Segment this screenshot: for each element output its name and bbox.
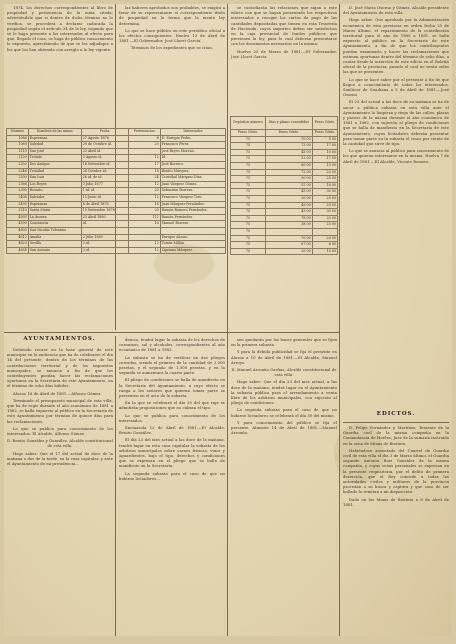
table-cell: Tomás Millán. <box>160 241 225 248</box>
table-row <box>7 181 226 188</box>
table-cell: 15 Junio id. <box>81 194 128 201</box>
paragraph: Y para la debida publicidad se fija el presente en Alosno a 10 de Abril de 1881.—El Alcalde, Manuel Arroyo. <box>231 350 337 365</box>
table-cell: Francisco Vázquez Toro. <box>160 194 225 201</box>
table-cell: 4620 <box>7 241 29 248</box>
table-cell: Juan Márquez Fernández. <box>160 201 225 208</box>
table-row <box>231 169 338 176</box>
paragraph: Lo que se anuncia al público para conocimiento de los que quieran interesarse en la misma. Huelva 7 de Abril de 1881.—El Alcalde, Vicente Romero. <box>343 149 449 164</box>
table-cell: 75 <box>231 169 266 176</box>
table-cell: San Nicolás Tolentino <box>28 227 81 234</box>
subheader-3: Pesos Cénts. <box>312 130 337 137</box>
table-cell: 20 00 <box>265 195 312 202</box>
table-cell: 75 <box>231 195 266 202</box>
table-cell: 5 00 <box>312 136 337 143</box>
table-cell: 75 <box>231 156 266 163</box>
table-cell: 1110 <box>7 148 29 155</box>
table-cell: 75 <box>231 215 266 222</box>
table-row <box>231 149 338 156</box>
heading-ayuntamientos: AYUNTAMIENTOS. <box>23 336 96 342</box>
table-cell: Soledad <box>28 142 81 149</box>
paragraph: se custodiarán las relaciones que sigan a este edicto con que se hayan presentado los respectivos interesados a recoger los cartas de pago de las cantidades depositadas que tienen en esta Tesorería de Hacienda, cuyos importes deben ser satisfechos en la caja provincial de fondos públicos que previenen la ley, para lo cual deberán presentarse con los documentos necesarios en la misma. <box>231 6 337 47</box>
table-subheader-row <box>231 130 338 137</box>
table-cell: 60 00 <box>265 162 312 169</box>
table-row <box>7 194 226 201</box>
table-cell: 75 <box>231 222 266 229</box>
table-cell: 2120 <box>7 155 29 162</box>
table-cell <box>265 228 312 235</box>
bottom-col1-text <box>7 348 113 636</box>
table-row <box>231 209 338 216</box>
paragraph: Y para conocimiento del público se fija el presente. Almonte 14 de Abril de 1881.—Manuel Arrouño. <box>231 420 337 436</box>
table-row <box>231 176 338 183</box>
table-cell: 4654 <box>7 247 29 254</box>
table-cell: Id. <box>160 155 225 162</box>
table-row <box>7 221 226 228</box>
table-cell: Los Reyes <box>28 181 81 188</box>
table-cell: 3 Agosto id. <box>81 155 128 162</box>
table-cell: 23 Abril 1880 <box>81 214 128 221</box>
table-cell: 25 00 <box>312 195 337 202</box>
paragraph: Habiéndose ausentado del Cuartel de Guardia civil de esta villa el día 3 de Marzo último, el Guardia segundo Antonio Ruiz González de la misma compañía, y cuyas señas personales se expresan en la presente requisitoria, por el delito de primera deserción, que el Rey concede a todas las autoridades civiles y militares de la provincia procedan a su busca y captura y que caso de ser hallado lo remitan a mi disposición. <box>343 448 449 495</box>
newspaper-page <box>4 4 452 636</box>
table-cell: 45 00 <box>265 189 312 196</box>
table-cell: 75 <box>231 176 266 183</box>
table-cell: 75 <box>231 228 266 235</box>
table-cell: 12 <box>128 194 160 201</box>
table-row <box>231 143 338 150</box>
table-cell: 20 <box>128 188 160 195</box>
table-header-row <box>231 117 338 130</box>
table-cell: 20 <box>128 142 160 149</box>
table-cell: 1086 <box>7 135 29 142</box>
table-cell: 2 Julio 1880 <box>81 234 128 241</box>
table-cell: 20 00 <box>312 215 337 222</box>
table-cell: 17 00 <box>312 143 337 150</box>
table-row <box>231 189 338 196</box>
table-cell: 20 00 <box>312 235 337 242</box>
paragraph: D. Manuel Arrouño Garfias, Alcalde constitucional de esta villa. <box>231 368 337 378</box>
table-cell: 3 id. <box>81 241 128 248</box>
table-row <box>7 208 226 215</box>
table-row <box>7 175 226 182</box>
bottom-col2-text <box>119 338 225 636</box>
table-cell: 20 <box>128 208 160 215</box>
header-dias: Días y plazos concedidos <box>265 117 312 130</box>
paragraph: Debiendo recaer en la base general de este municipio en la audiencia que ha de celebrarse el día 14 del presente, dentro de los términos de las contribuciones territorial y de los impuestos municipales, se anuncia a fin de que los contribuyentes puedan hacer las reclamaciones oportunas en la Secretaría de este Ayuntamiento, en el término de ocho días hábiles. <box>7 348 113 389</box>
table-cell: Sevilla <box>28 241 81 248</box>
table-cell: 75 <box>231 189 266 196</box>
table-cell: 10 Setiembre 1878 <box>81 208 128 215</box>
paragraph: Términos de los expedientes que se citan. <box>130 46 214 51</box>
mines-table-body <box>7 135 226 254</box>
top-right-mid-text <box>231 6 337 114</box>
table-cell: 15 00 <box>312 162 337 169</box>
mines-table <box>6 128 226 254</box>
table-cell: Salvador <box>28 194 81 201</box>
table-cell: id. <box>81 221 128 228</box>
table-cell: 15 00 <box>312 248 337 255</box>
table-cell: Constancia <box>28 221 81 228</box>
table-cell: 70 00 <box>265 136 312 143</box>
table-cell: 26 id. de id. <box>81 175 128 182</box>
header-depositos: Depósitos número <box>231 117 266 130</box>
table-cell: 17 <box>128 161 160 168</box>
table-cell: 4612 <box>7 234 29 241</box>
table-cell: 4593 <box>7 214 29 221</box>
table-cell: 12 <box>128 241 160 248</box>
table-cell: 2390 <box>7 188 29 195</box>
paragraph: El día 23 del mes actual a las doce de la mañana, tendrá lugar en esta casa capitular la subasta de los arbitrios municipales sobre carnes frescas, vinos y aguardientes, bajo el tipo, derechos y condiciones que se expresan en el pliego que se halla de manifiesto en la Secretaría. <box>119 438 225 469</box>
table-row <box>231 202 338 209</box>
table-cell: Ramón Fernández. <box>160 214 225 221</box>
table-cell: 24 <box>128 175 160 182</box>
table-cell: Rosario <box>28 188 81 195</box>
table-cell: 2366 <box>7 181 29 188</box>
paragraph: D. José María Osorno y Gómez, Alcalde presidente del Ayuntamiento de esta villa. <box>343 6 449 16</box>
table-cell <box>312 228 337 235</box>
table-cell: Manuel Borrero. <box>160 221 225 228</box>
table-row <box>231 222 338 229</box>
table-row <box>7 142 226 149</box>
table-row <box>7 227 226 234</box>
table-cell: 18 Setiembre id. <box>81 161 128 168</box>
table-cell: Amalia <box>28 234 81 241</box>
paragraph: D. Felipe Fernández y Martínez, Teniente de la Guardia civil de la misma compañía en la Comandancia de Huelva, Juez de la sumaria instruida en la zona de Minas de Riotinto. <box>343 426 449 446</box>
table-cell <box>128 234 160 241</box>
mines-table-wrapper <box>6 128 226 254</box>
table-cell: 12 <box>128 247 160 254</box>
paragraph: Lo que se publica para conocimiento de los interesados. El Alcalde, Alfonso Gómez. <box>7 426 113 437</box>
table-row <box>7 241 226 248</box>
paragraph: El pliego de condiciones se halla de manifiesto en la Secretaría del Ayuntamiento, a cuyo efecto se ruega a los señores que quieran tomar parte se presenten en el acto de la subasta. <box>119 378 225 399</box>
paragraph: Lo que se hace público en este periódico oficial a los efectos consiguientes. Huelva 12 de Abril de 1881.—El Gobernador, José Lloret García. <box>119 28 225 44</box>
table-row <box>7 168 226 175</box>
table-cell: 2300 <box>7 175 29 182</box>
table-cell: 12 <box>128 155 160 162</box>
table-cell: 75 <box>231 162 266 169</box>
table-cell: 2510 <box>7 208 29 215</box>
table-cell: 29 de Octubre id. <box>81 142 128 149</box>
table-cell: Santa María <box>28 208 81 215</box>
paragraph: La segunda subasta para el caso de que no hubiese licitadores se celebrará el día 30 del mismo. <box>231 408 337 418</box>
table-cell: 75 <box>231 235 266 242</box>
deposits-table <box>230 116 338 255</box>
paragraph: Encinasola 12 de Abril de 1881.—El Alcalde, Benito González. <box>119 426 225 436</box>
table-cell: 16 <box>128 221 160 228</box>
subheader-1: Pesos Cénts. <box>231 130 266 137</box>
table-cell: 16 <box>128 201 160 208</box>
heading-edictos: EDICTOS. <box>376 411 416 417</box>
bottom-col3-text <box>231 338 337 636</box>
paragraph: Lo que se publica para conocimiento de los interesados. <box>119 413 225 423</box>
table-cell: 67 00 <box>265 242 312 249</box>
paragraph: El 23 del actual a las doce de su mañana se ha de sacar a pública subasta en esta villa ante el Ayuntamiento la limpieza y riego de las calles, plazas y paseos de la misma durante el año económico de 1881 a 1882, con sujeción al pliego de condiciones que se halla de manifiesto en la Secretaría de este Ayuntamiento, cuyos licitadores deberán presentar para tomar parte en la subasta el cinco por ciento de la cantidad que sirve de tipo. <box>343 100 449 147</box>
paragraph: Hago saber: Que el 17 del actual de doce de la mañana a dos de la tarde, en la casa capitular, y ante el Ayuntamiento de mi presidencia... <box>7 451 113 467</box>
table-cell: Cristóbal Márquez Díaz. <box>160 175 225 182</box>
table-row <box>231 195 338 202</box>
table-cell: 3 Julio 1877 <box>81 181 128 188</box>
section-rule <box>4 332 340 333</box>
table-header-row <box>7 129 226 136</box>
table-cell: La Aurora <box>28 214 81 221</box>
table-cell: D. Enrique Pedro. <box>160 135 225 142</box>
table-cell: Esperanza <box>28 135 81 142</box>
table-cell: Cipriano Márquez. <box>160 247 225 254</box>
table-row <box>7 234 226 241</box>
table-cell: 45 00 <box>265 149 312 156</box>
table-cell: 75 <box>231 202 266 209</box>
paragraph: Huelva 23 de Marzo de 1881.—El Gobernador, José Lloret García. <box>231 49 337 59</box>
table-cell: 2495 <box>7 201 29 208</box>
table-row <box>7 201 226 208</box>
top-mid-text <box>119 6 225 86</box>
table-cell: 30 00 <box>312 209 337 216</box>
table-cell: 6 00 <box>312 242 337 249</box>
table-cell: 3 id. <box>81 247 128 254</box>
table-cell: 2250 <box>7 161 29 168</box>
table-cell: San Luis <box>28 175 81 182</box>
table-cell: 25 00 <box>312 222 337 229</box>
table-row <box>7 214 226 221</box>
table-cell: San José <box>28 148 81 155</box>
table-row <box>231 215 338 222</box>
paragraph: las haberes aprobados son probables, se exigirá a favor de su representante el correspondiente título de propiedad en la forma que la mente ley determina. <box>119 6 225 26</box>
table-cell: 75 <box>231 182 266 189</box>
table-row <box>231 235 338 242</box>
header-interesados: Interesados <box>160 129 225 136</box>
header-nombres: Nombres de las minas <box>28 129 81 136</box>
table-cell: 112 <box>128 214 160 221</box>
table-cell: José Reyes Moreno. <box>160 148 225 155</box>
table-cell: Sebastián Borrero. <box>160 188 225 195</box>
paragraph: sen quedarán por las bases generales que se fijen en la primera subasta. <box>231 338 337 348</box>
table-cell: 75 <box>231 209 266 216</box>
table-cell: 70 00 <box>265 235 312 242</box>
table-cell: 45 00 <box>265 209 312 216</box>
paragraph: Alosno 16 de Abril de 1881.—Alfonso Gómez. <box>13 391 102 396</box>
deposits-table-wrapper <box>230 116 338 255</box>
table-cell: 25 00 <box>312 169 337 176</box>
header-numero: Número <box>7 129 29 136</box>
table-cell: 75 <box>231 242 266 249</box>
table-cell: 78 00 <box>265 215 312 222</box>
table-cell <box>81 227 128 234</box>
table-cell: Ramón Romero Fernández. <box>160 208 225 215</box>
paragraph: 1874, los derechos correspondientes al libro de propiedad y pertenencia de la mina citada; advirtiéndole que si dentro de dicho término no lo verifica, se procederá a declarar caducada la propiedad según el artículo 34 de la ley, rogando que se le haga presente a los interesados al efecto para que, llegado el caso, se haga de público conocimiento lo expuesto, apercibiendo de que se les adjudique a los que los han obtenido con arreglo a la ley vigente. <box>7 6 113 52</box>
table-cell <box>160 227 225 234</box>
paragraph: En la que se celebrará el día 20 del que rige se admitirán proposiciones que no cubran el tipo. <box>119 401 225 411</box>
table-row <box>231 182 338 189</box>
table-cell: José Borrero. <box>160 161 225 168</box>
table-cell: 1 id. id. <box>81 188 128 195</box>
paragraph: Hago saber: Que el día 23 del mes actual, a las doce de la mañana, tendrá lugar en el Ayuntamiento la subasta pública para el arrendamiento a venta libre de los arbitrios municipales, con sujeción al pliego de condiciones. <box>231 380 337 406</box>
table-row <box>231 156 338 163</box>
table-cell: San Antonio <box>28 247 81 254</box>
paragraph: Hago saber: Que aprobado por la Administración económica de esta provincia en orden fecha 25 de Marzo último, el repartimiento de la contribución territorial para el año de 1880 a 1881, se halla expuesto al público en la Secretaría de este Ayuntamiento, a fin de que los contribuyentes puedan examinarlo y hacer las reclamaciones que estimen oportunas dentro del término de ocho días, a contar desde la inserción de este edicto en el Boletín oficial de la provincia, pasado el cual no serán oídas las que se presenten. <box>343 18 449 75</box>
table-cell: 38 00 <box>265 222 312 229</box>
subheader-2: Pesos Cénts. <box>265 130 312 137</box>
table-row <box>231 248 338 255</box>
table-cell: 12 <box>128 181 160 188</box>
table-cell: 27 Agosto 1876 <box>81 135 128 142</box>
header-fecha: Fecha <box>81 129 128 136</box>
table-cell: Trinidad <box>28 168 81 175</box>
header-pertenencias: Pertenencias <box>128 129 160 136</box>
table-cell: 72 00 <box>265 169 312 176</box>
table-row <box>7 135 226 142</box>
paragraph: Dado en las Minas de Riotinto a 6 de Abril de 1881. <box>343 497 449 507</box>
table-cell: 75 <box>231 136 266 143</box>
header-sub: Pesos Cénts. <box>312 117 337 130</box>
table-row <box>231 228 338 235</box>
table-cell: Dos Amigos <box>28 161 81 168</box>
table-cell: 45 00 <box>265 202 312 209</box>
paragraph: dencia, tendrá lugar la subasta de los derechos de consumos, sal y alcoholes, correspondientes al año económico de 1881 a 1882. <box>119 338 225 353</box>
table-cell: 30 00 <box>265 176 312 183</box>
bottom-col4-text <box>343 426 449 634</box>
table-cell: 52 00 <box>265 156 312 163</box>
table-cell: 1089 <box>7 142 29 149</box>
deposits-table-body <box>231 136 338 255</box>
table-cell: 6 <box>128 135 160 142</box>
table-cell: 2246 <box>7 168 29 175</box>
top-left-text <box>7 6 113 126</box>
table-row <box>7 155 226 162</box>
paragraph: La subasta se ha de verificar en dos pliegos cerrados, siendo el primero de la cantidad de 2.500 pesetas, y el segundo de 1.500 pesetas, y en la segunda se aumentará la cuarta parte. <box>119 355 225 376</box>
table-cell: 8 de Abril 1878 <box>81 201 128 208</box>
table-cell: 10 00 <box>312 149 337 156</box>
table-cell: 75 <box>231 149 266 156</box>
table-row <box>7 247 226 254</box>
table-row <box>231 136 338 143</box>
paragraph: La segunda subasta para el caso de que no hubiese licitadores... <box>119 471 225 481</box>
table-cell: 20 00 <box>312 202 337 209</box>
column-rule <box>339 4 340 636</box>
table-cell: 75 <box>231 143 266 150</box>
table-cell: 52 00 <box>265 182 312 189</box>
table-cell: Triunfo <box>28 155 81 162</box>
table-cell: Francisco Pérez. <box>160 142 225 149</box>
table-row <box>231 162 338 169</box>
table-cell: Enrique Alonso. <box>160 234 225 241</box>
table-cell: 30 00 <box>312 189 337 196</box>
table-cell: Juan Vázquez Gómez. <box>160 181 225 188</box>
table-cell: 17 00 <box>312 156 337 163</box>
table-cell: 20 00 <box>265 248 312 255</box>
heading-rule <box>343 422 449 423</box>
paragraph: Terminado el presupuesto municipal de esta villa, que ha de regir durante el año económico de 1881 a 1882, se halla expuesto al público en la Secretaría de este Ayuntamiento por término de quince días para las reclamaciones. <box>7 398 113 424</box>
column-rule <box>115 336 116 636</box>
table-row <box>7 188 226 195</box>
table-cell: 18 <box>128 168 160 175</box>
table-cell: 23 Abril id. <box>81 148 128 155</box>
table-cell: 4605 <box>7 227 29 234</box>
table-cell: 25 00 <box>312 176 337 183</box>
table-row <box>7 148 226 155</box>
column-rule <box>227 4 228 636</box>
table-cell: 24 Octubre id. <box>81 168 128 175</box>
table-cell: 4590 <box>7 221 29 228</box>
table-cell: 73 00 <box>265 143 312 150</box>
paragraph: D. Benito González y González, Alcalde constitucional de esta villa. <box>7 439 113 449</box>
table-row <box>7 161 226 168</box>
table-cell <box>128 148 160 155</box>
table-cell: 75 <box>231 248 266 255</box>
table-cell: 18 00 <box>312 182 337 189</box>
table-cell <box>128 227 160 234</box>
table-row <box>231 242 338 249</box>
paragraph: Lo que se hace saber por el presente a fin de que llegue a conocimiento de todos los interesados. Sanlúcar de Guadiana a 5 de Abril de 1881.—José Osorno. <box>343 77 449 98</box>
table-cell: Esperanza <box>28 201 81 208</box>
table-cell: 2408 <box>7 194 29 201</box>
table-cell: Benito Márquez. <box>160 168 225 175</box>
